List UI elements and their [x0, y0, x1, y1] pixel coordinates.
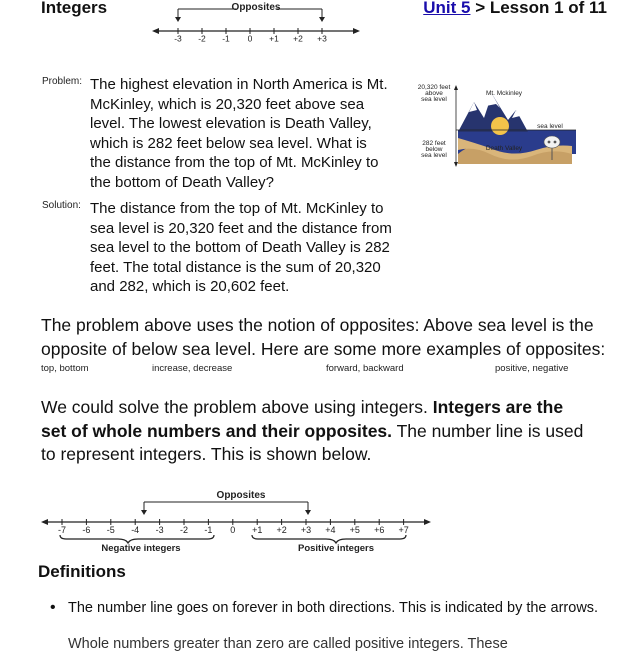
elevation-illustration: [412, 80, 577, 170]
bottom-tick-label: +2: [276, 525, 287, 535]
definitions-heading: Definitions: [38, 562, 126, 581]
bottom-tick-label: 0: [230, 525, 236, 535]
top-tick-label: 0: [247, 33, 253, 44]
integers-paragraph: [41, 396, 591, 467]
negative-integers-label: Negative integers: [101, 543, 181, 554]
valley-label: Death Valley: [485, 145, 523, 152]
below-label-2: below: [425, 146, 443, 153]
below-label-3: sea level: [421, 152, 447, 159]
definitions-cut-line: Whole numbers greater than zero are called positive integers. These: [68, 636, 508, 652]
top-tick-label: +2: [293, 33, 303, 44]
integers-definition: Integers are the set of whole numbers and their opposites.: [41, 397, 564, 441]
integers-tail: The number line is used to represent integers. This is shown below.: [41, 420, 584, 464]
bottom-number-line: [36, 485, 436, 557]
bottom-tick-label: +5: [349, 525, 360, 535]
example-2: increase, decrease: [152, 363, 233, 374]
mountain-label: Mt. Mckinley: [485, 90, 523, 97]
example-4: positive, negative: [495, 363, 569, 374]
top-tick-label: -1: [222, 33, 230, 44]
solution-text: The distance from the top of Mt. McKinley to sea level is 20,320 feet and the distance from sea level to the bottom of Death Valley is 282 feet. The total distance is the sum of 20,320 and 282, which is 20,602 feet.: [90, 200, 392, 295]
example-1: top, bottom: [41, 363, 89, 374]
above-label-1: 20,320 feet: [417, 84, 451, 91]
above-label-2: above: [425, 90, 443, 97]
top-tick-label: -3: [174, 33, 182, 44]
top-number-line: [150, 0, 365, 48]
bottom-tick-label: -3: [155, 525, 164, 535]
problem-label: Problem:: [42, 76, 83, 87]
lesson-breadcrumb: [423, 0, 607, 18]
top-opposites-label: Opposites: [231, 2, 281, 13]
bottom-tick-label: +1: [252, 525, 263, 535]
opposites-intro: The problem above uses the notion of opposites: Above sea level is the opposite of below sea level. Here are some more examples of opposites:: [41, 315, 606, 359]
bottom-tick-label: -5: [106, 525, 115, 535]
definitions-list: [42, 598, 602, 618]
bottom-tick-label: +3: [300, 525, 312, 535]
lesson-indicator: > Lesson 1 of 11: [470, 0, 607, 17]
bottom-opposites-label: Opposites: [216, 490, 266, 501]
top-tick-label: +3: [317, 33, 327, 44]
page-title: Integers: [41, 0, 108, 17]
bottom-tick-label: +4: [325, 525, 336, 535]
bottom-tick-label: -4: [131, 525, 140, 535]
example-3: forward, backward: [326, 363, 404, 374]
integers-lead: We could solve the problem above using integers.: [41, 397, 433, 417]
top-tick-label: -2: [198, 33, 206, 44]
positive-integers-label: Positive integers: [297, 543, 375, 554]
unit-link[interactable]: Unit 5: [423, 0, 471, 17]
bottom-tick-label: -2: [179, 525, 189, 535]
sea-level-label: sea level: [537, 123, 563, 130]
below-label-1: 282 feet: [422, 140, 446, 147]
bottom-tick-label: +7: [398, 525, 409, 535]
bottom-tick-label: -6: [82, 525, 91, 535]
above-label-3: sea level: [421, 96, 447, 103]
bottom-tick-label: -7: [57, 525, 67, 535]
problem-text: The highest elevation in North America is Mt. McKinley, which is 20,320 feet above sea level. The lowest elevation is Death Valley, which is 282 feet below sea level. What is the distance from the top of Mt. McKinley to the bottom of Death Valley?: [90, 76, 388, 191]
bottom-tick-label: +6: [374, 525, 385, 535]
top-tick-label: +1: [269, 33, 279, 44]
bottom-tick-label: -1: [204, 525, 213, 535]
solution-label: Solution:: [42, 200, 81, 211]
definition-item: • The number line goes on forever in both directions. This is indicated by the arrows.: [42, 598, 602, 618]
